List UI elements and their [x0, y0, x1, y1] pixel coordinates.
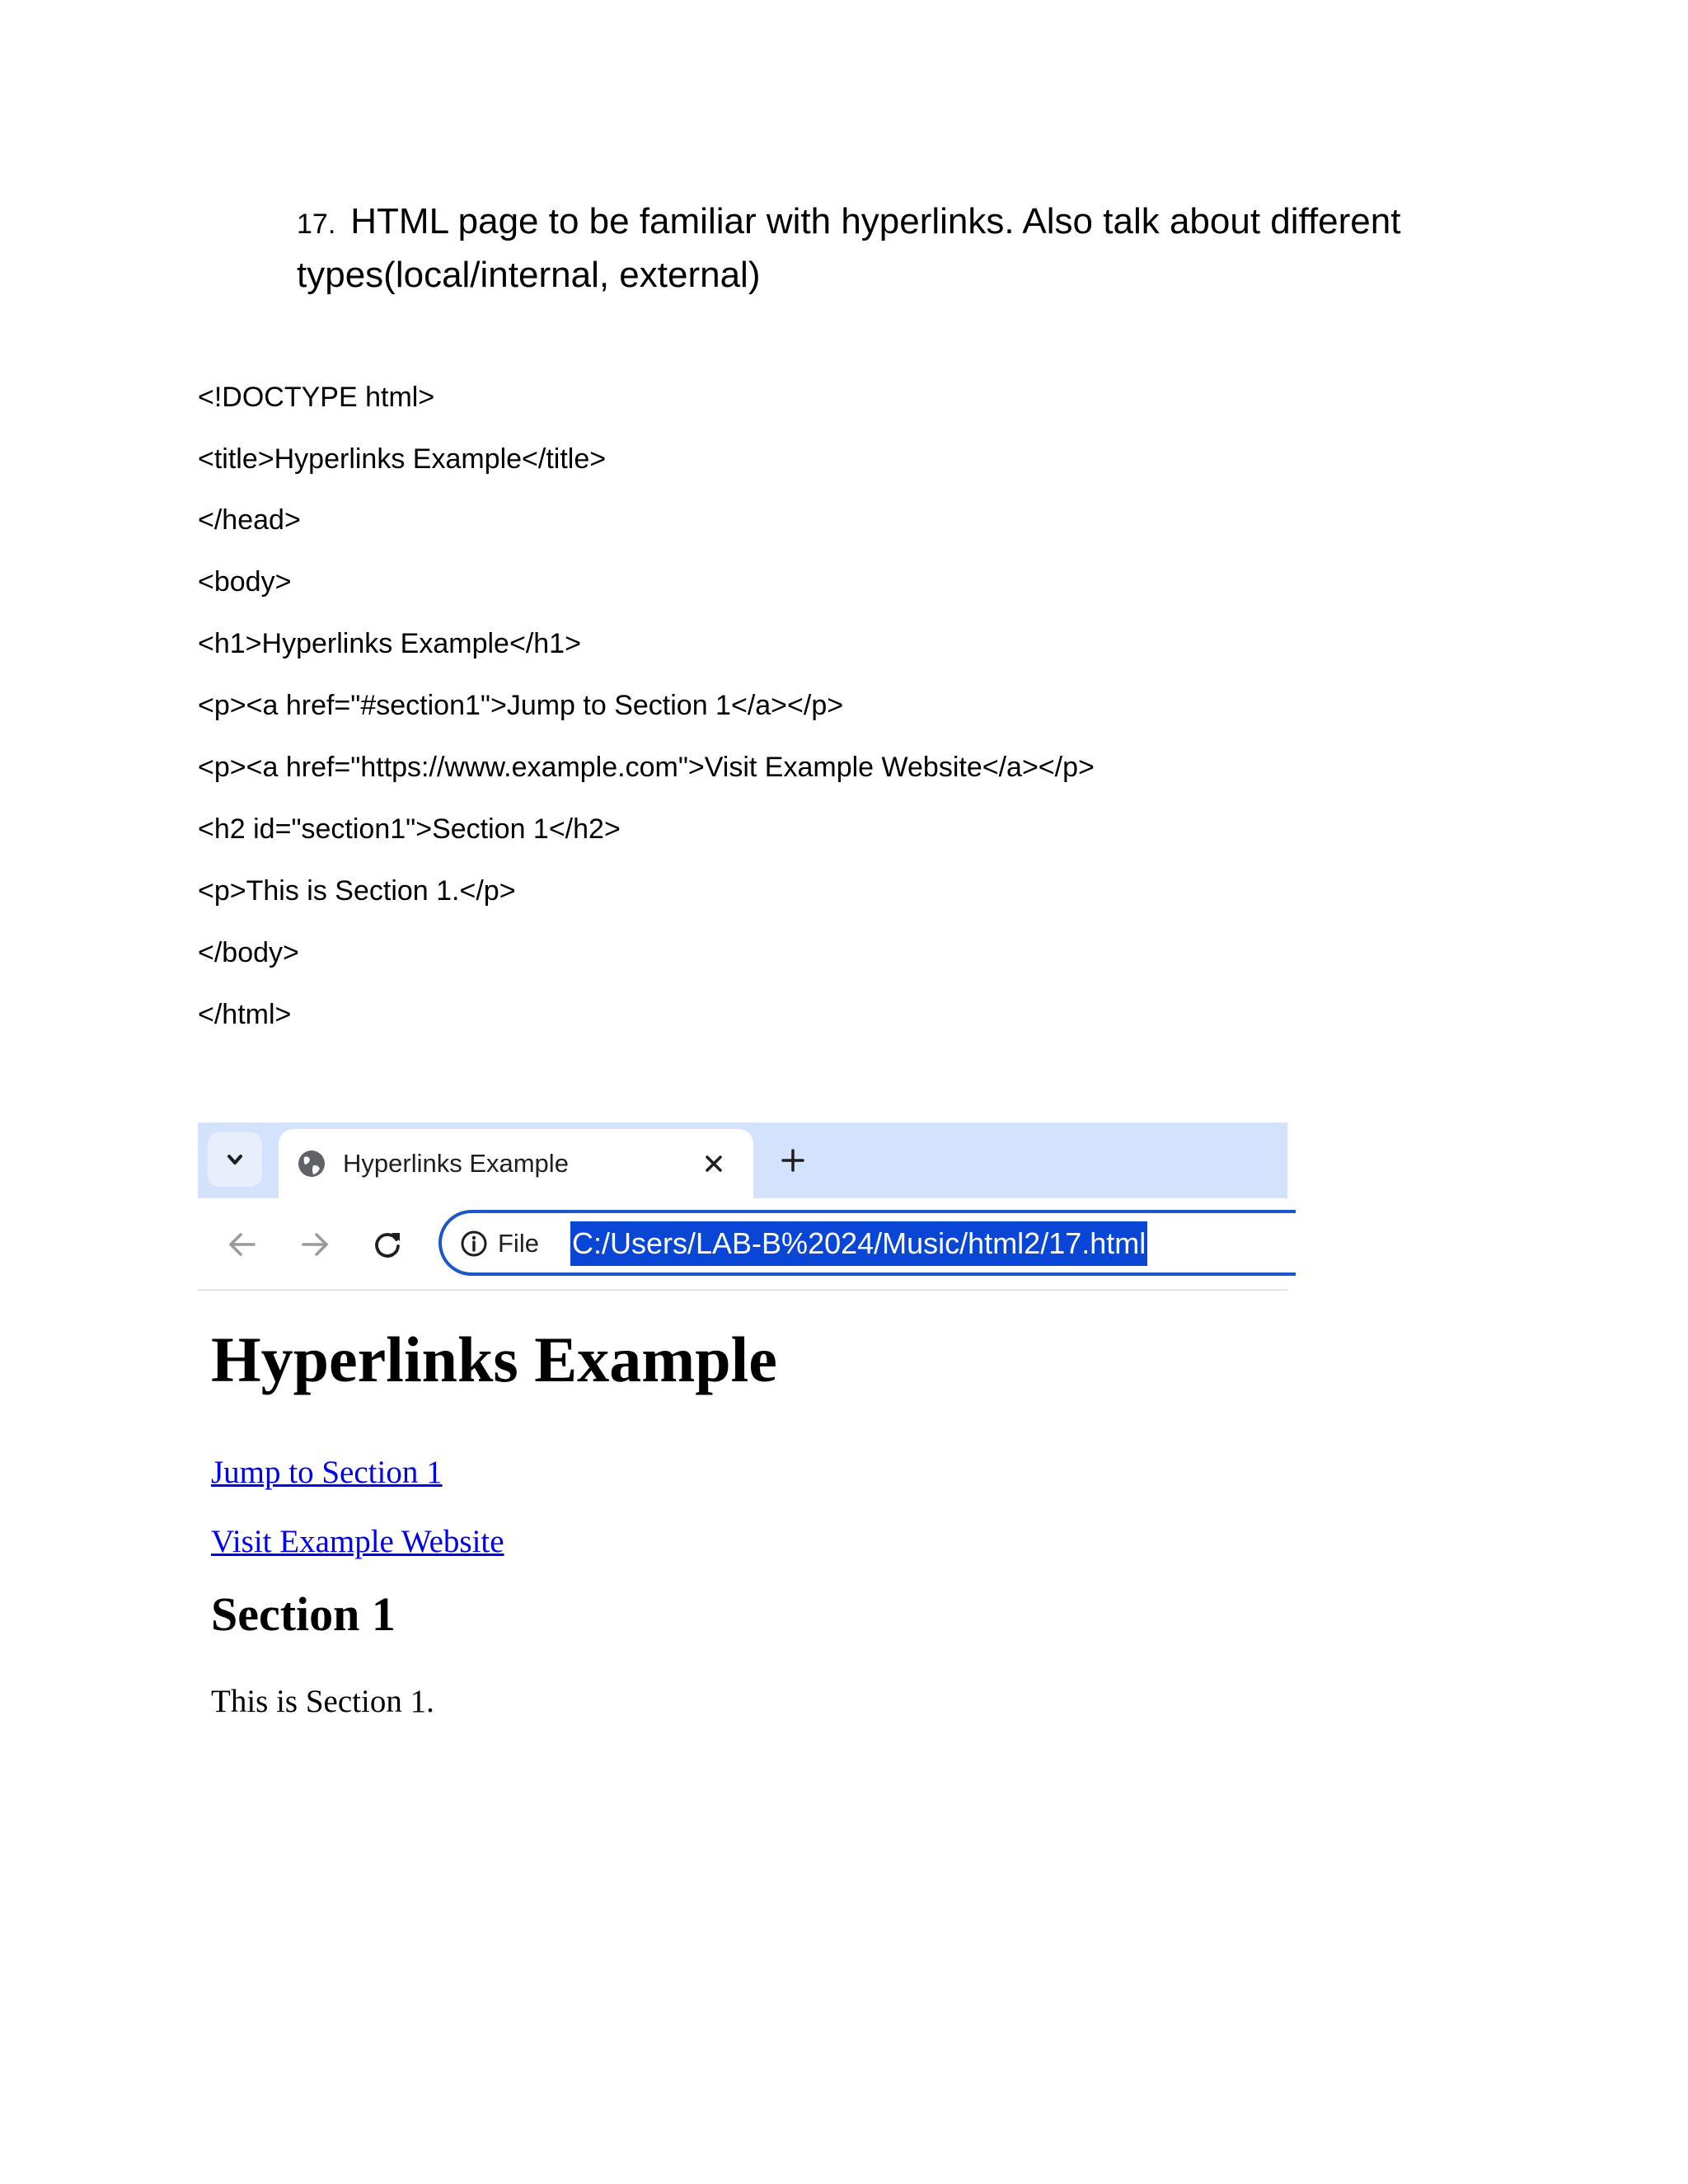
section-paragraph: This is Section 1.: [211, 1684, 434, 1719]
code-line: <body>: [198, 566, 292, 598]
reload-button[interactable]: [368, 1225, 407, 1264]
tab-strip: [198, 1122, 1287, 1198]
back-button[interactable]: [223, 1225, 262, 1264]
question-line-1: [297, 196, 1484, 250]
code-line: <h2 id="section1">Section 1</h2>: [198, 813, 621, 845]
visit-example-website-link[interactable]: Visit Example Website: [211, 1524, 504, 1559]
info-icon[interactable]: [460, 1230, 488, 1258]
forward-button[interactable]: [295, 1225, 335, 1264]
code-line: <title>Hyperlinks Example</title>: [198, 443, 607, 475]
arrow-right-icon: [298, 1228, 331, 1261]
section-heading: Section 1: [211, 1587, 396, 1641]
question-heading: [297, 196, 1484, 301]
reload-icon: [371, 1228, 404, 1261]
page-heading: Hyperlinks Example: [211, 1324, 777, 1395]
jump-to-section-link[interactable]: Jump to Section 1: [211, 1455, 443, 1490]
question-number: 17.: [297, 209, 336, 240]
tab-title: Hyperlinks Example: [343, 1149, 569, 1178]
code-line: <h1>Hyperlinks Example</h1>: [198, 628, 581, 659]
arrow-left-icon: [226, 1228, 259, 1261]
plus-icon: [780, 1147, 806, 1174]
close-icon: [703, 1153, 724, 1174]
code-line: </head>: [198, 504, 301, 536]
tab-hyperlinks-example[interactable]: [279, 1129, 753, 1198]
address-bar[interactable]: [438, 1210, 1296, 1276]
browser-screenshot: [198, 1122, 1287, 1802]
globe-icon: [297, 1149, 326, 1179]
url-text[interactable]: C:/Users/LAB-B%2024/Music/html2/17.html: [570, 1221, 1147, 1266]
code-line: </html>: [198, 999, 292, 1030]
code-line: <!DOCTYPE html>: [198, 382, 435, 413]
question-text-line-2: types(local/internal, external): [297, 255, 761, 295]
tab-close-button[interactable]: [697, 1147, 730, 1180]
new-tab-button[interactable]: [775, 1142, 811, 1179]
site-scheme-label: File: [498, 1229, 539, 1258]
chevron-down-icon: [224, 1149, 246, 1170]
code-line: </body>: [198, 937, 299, 968]
tab-search-button[interactable]: [208, 1132, 262, 1187]
question-text-line-1: HTML page to be familiar with hyperlinks. Also talk about different: [350, 201, 1401, 241]
code-line: <p>This is Section 1.</p>: [198, 875, 516, 907]
code-line: <p><a href="https://www.example.com">Visit Example Website</a></p>: [198, 752, 1095, 783]
browser-toolbar: [198, 1198, 1287, 1291]
code-line: <p><a href="#section1">Jump to Section 1</a></p>: [198, 690, 844, 721]
